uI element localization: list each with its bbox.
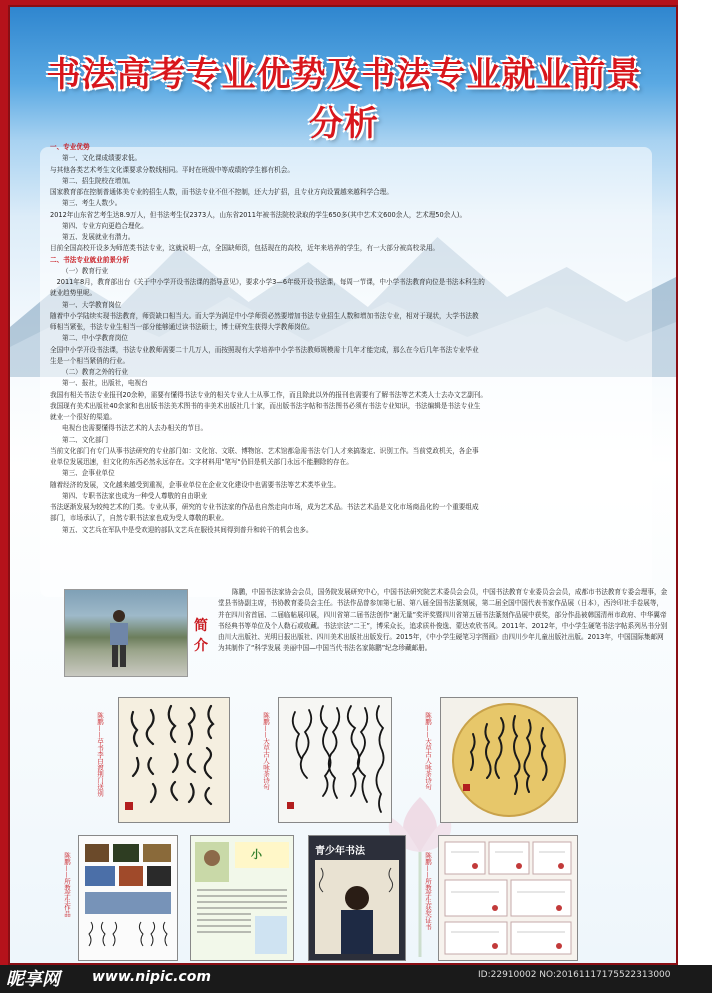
bio-text: 陈鹏，中国书法家协会会员，国务院发展研究中心，中国书法研究院艺术委员会会员，中国书法教育专业委员会会员，成都市书法教育专委会理事，金堂县书协副主席，书协教育委员会主任。书法作品曾参加第七届、第八届全国书法篆刻展，第二届全国中国代表书家作品展（日本），西泠印社手卷展等，并在四川省首届、二届临帖展印展，四川省第二届书法创作“谢无量”奖评奖暨四川省第五届书法篆刻作品展中获奖，部分作品被韩国清州市政府、中华翼帝书经典书等单位及个人勒石或收藏。书法宗法“二王”，博采众长，追求质朴俊逸、蒙达欢欣书风。2011年、2012年，中小学生硬笔书法字帖系列丛书分别由川大出版社、光明日报出版社、四川美术出版社出版发行。2015年，《中小学生硬笔习字图画》由四川少年儿童出版社出版。2013年，中国国际集邮网为其制作了“科学发展 美丽中国—中国当代书法名家陈鹏”纪念珍藏邮册。 xyxy=(218,588,668,653)
section-heading: 二、书法专业就业前景分析 xyxy=(50,255,130,264)
text-line: 第三、企事业单位 xyxy=(62,469,115,478)
newspaper-badge: 小 xyxy=(251,848,262,861)
text-line: 电视台也需要懂得书法艺术的人去办相关的节目。 xyxy=(62,424,208,433)
text-line: 就业一个很好的渠道。 xyxy=(50,413,116,421)
text-line: 全国中小学开设书法课，书法专业教师需要二十几万人，而按照现有大学培养中小学书法教师规模需十几年才能完成，那么在今后几年书法专业毕业 xyxy=(50,345,479,354)
caption-cursive-tea-2: 陈鹏——大草古人咏茶诗句 xyxy=(424,712,432,790)
text-line: 第二、招生院校在增加。 xyxy=(62,176,135,185)
text-line: 随着中小学陆续实现书法教育，师资缺口相当大。而大学为满足中小学师资必然要增加书法专业招生人数和增加书法专业，相对于现状，大学书法教 xyxy=(50,311,479,320)
portrait-photo xyxy=(64,589,188,677)
text-line: 第一、大学教育岗位 xyxy=(62,300,122,309)
text-line: 与其他各类艺术考生文化课要求分数线相同。平时在班级中等成绩的学生都有机会。 xyxy=(50,165,294,174)
article-body xyxy=(50,142,640,536)
text-line: 我国有相关书法专业报刊20余种，需要有懂得书法专业的相关专业人士从事工作，而且除此以外的报刊也需要有了解书法等艺术类人士去办文艺副刊。 xyxy=(50,390,487,399)
caption-cursive-tea-1: 陈鹏——大草古人咏茶诗句 xyxy=(262,712,270,790)
text-line: 第四、专职书法家也成为一种受人尊敬的自由职业 xyxy=(62,491,208,500)
handwritten-newspaper xyxy=(190,835,294,961)
calligraphy-work-1 xyxy=(118,697,230,823)
text-line: 部门，市场承认了，自然专职书法家也成为受人尊敬的职业。 xyxy=(50,514,229,523)
youth-poster-graphic xyxy=(309,836,405,960)
text-line: 第二、中小学教育岗位 xyxy=(62,334,128,343)
caption-student-works: 陈鹏——所教学生作品 xyxy=(63,852,71,917)
section-heading: 一、专业优势 xyxy=(50,143,90,151)
text-line: （二）教育之外的行业 xyxy=(62,368,128,376)
youth-calligraphy-poster xyxy=(308,835,406,961)
text-line: 业单位发展迅速，但文化的东西必然永远存在。文字材料用"笔写"仍旧是机关部门永远不能删除的存在。 xyxy=(50,458,353,466)
newspaper-graphic xyxy=(191,836,293,960)
text-line: 书法逐渐发展为较纯艺术的门类。专业从事，研究的专业书法家的作品也自然走向市场，成为艺术品。书法艺术品是文化市场商品化的一个重要组成 xyxy=(50,503,479,511)
caption-student-certificates: 陈鹏——所教学生获奖证书 xyxy=(424,852,432,930)
text-line: 第四、专业方向更趋合理化。 xyxy=(62,221,148,230)
text-line: 第五、文艺兵在军队中是受欢迎的部队文艺兵在服役其间得到普升和转干的机会也多。 xyxy=(62,525,313,534)
watermark-logo: 昵享网 xyxy=(6,969,60,990)
text-line: 当前文化部门有专门从事书法研究的专业部门如：文化馆、文联、博物馆、艺术馆都急需书法专门人才来搞鉴定、识别工作。当前党政机关，各企事 xyxy=(50,446,479,455)
person-figure xyxy=(103,608,135,668)
certificates-graphic xyxy=(439,836,577,960)
text-line: （一）教育行业 xyxy=(62,266,109,275)
caption-cursive-libai: 陈鹏——草书李白渡荆门送别 xyxy=(96,712,104,797)
text-line: 随着经济的发展，文化越来越受到重视，企事业单位在企业文化建设中也需要书法等艺术类毕业生。 xyxy=(50,480,341,489)
calligraphy-strokes xyxy=(119,698,229,822)
text-line: 第二、文化部门 xyxy=(62,435,109,444)
watermark-url: www.nipic.com xyxy=(92,969,211,985)
right-margin xyxy=(678,0,712,965)
text-line: 生是一个相当紧俏的行业。 xyxy=(50,356,130,365)
bio-heading xyxy=(186,587,216,687)
certificate-collage xyxy=(438,835,578,961)
bio-heading-text: 简介 xyxy=(194,618,208,654)
text-line: 2012年山东省艺考生达8.9万人，但书法考生仅2373人，山东省2011年被书法院校录取的学生650多(其中艺术文600余人，艺术理50余人)。 xyxy=(50,210,467,219)
calligraphy-work-2 xyxy=(278,697,392,823)
text-line: 第五、发展就业有潜力。 xyxy=(62,233,135,241)
text-line: 我国现有美术出版社40余家和也出版书法美术图书的非美术出版社几十家，而出版书法字帖和书法图书必须有书法专业知识，书法编辑是书法专业生 xyxy=(50,401,481,410)
text-line: 国家教育部在控制普通体美专业的招生人数，而书法专业不但不控制，还大力扩招，且专业方向设置越来越科学合理。 xyxy=(50,188,393,196)
calligraphy-fan-work xyxy=(440,697,578,823)
collage-images xyxy=(79,836,177,960)
text-line: 第三、考生人数少。 xyxy=(62,199,122,208)
text-line: 第一、文化课成绩要求低。 xyxy=(62,154,142,163)
text-line: 就业趋势里呢。 xyxy=(50,289,97,298)
page-title: 书法高考专业优势及书法专业就业前景分析 xyxy=(46,55,642,144)
student-work-collage xyxy=(78,835,178,961)
text-line: 第一、报社，出版社，电视台 xyxy=(62,379,148,388)
text-line: 师相当紧张，书法专业生相当一部分能够通过读书法硕士，博士研究生获得大学教师岗位。 xyxy=(50,323,314,331)
youth-poster-title: 青少年书法 xyxy=(315,846,365,857)
text-line: 目前全国高校开设多为师范类书法专业，这就说明一点，全国缺师资，包括现在的高校，近年来培养的学生，有一大部分被高校录用。 xyxy=(50,244,440,253)
bio-section xyxy=(64,587,674,687)
fan-calligraphy xyxy=(441,698,577,822)
watermark-id: ID:22910002 NO:20161117175522313000 xyxy=(478,970,671,980)
text-line: 2011年8月，教育部出台《关于中小学开设书法课的指导意见》，要求小学3—6年级开设书法课，每周一节课，中小学书法教育向位是书法本科生的 xyxy=(50,278,485,286)
calligraphy-strokes xyxy=(279,698,391,822)
